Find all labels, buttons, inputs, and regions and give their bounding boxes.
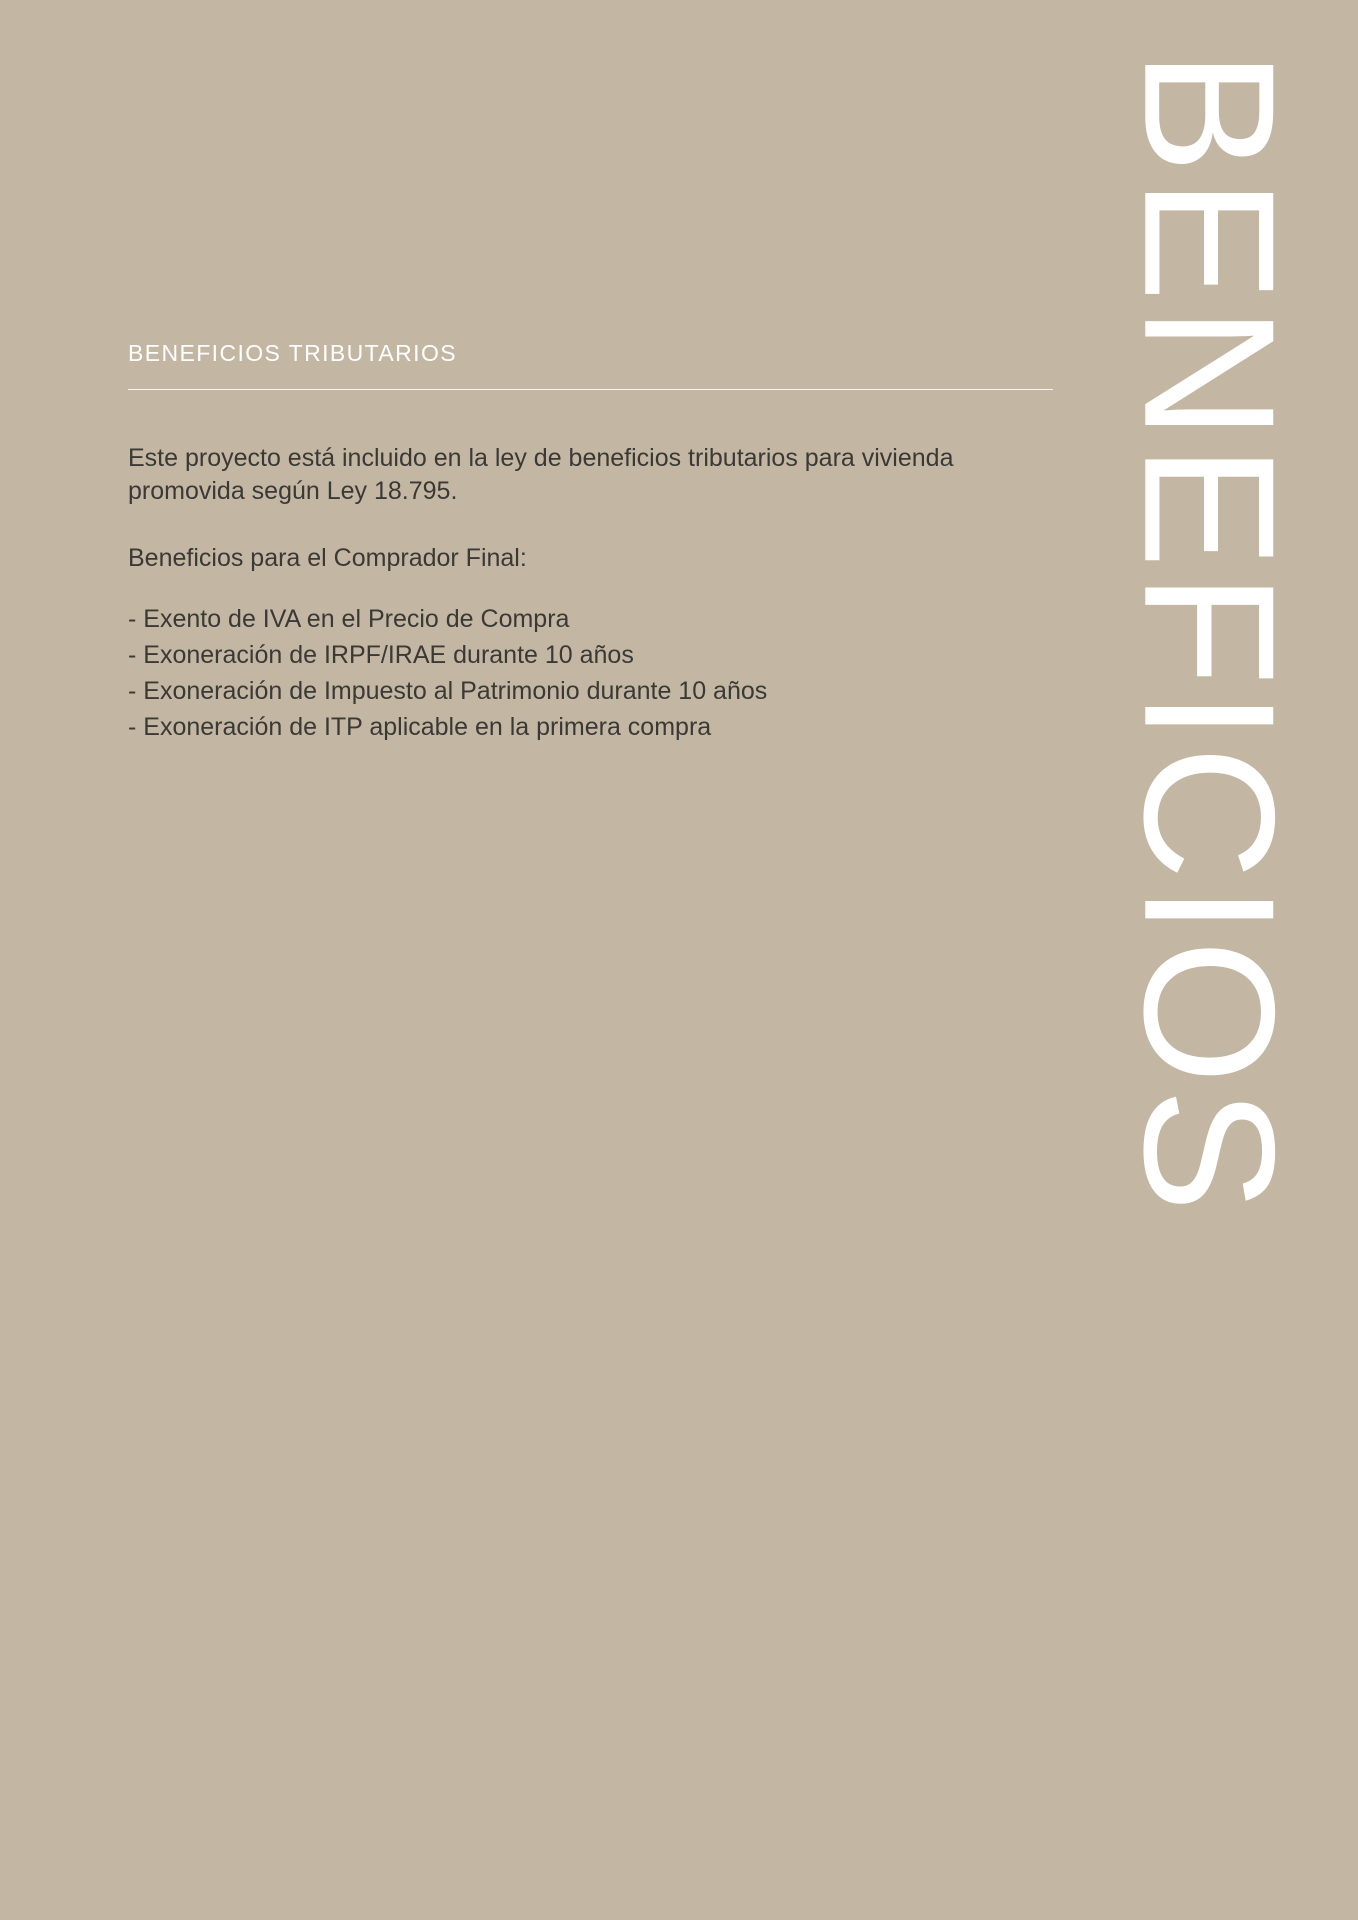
heading-divider (128, 389, 1053, 390)
list-item: - Exoneración de ITP aplicable en la primera compra (128, 713, 712, 741)
section-heading: BENEFICIOS TRIBUTARIOS (128, 340, 457, 366)
content-block (128, 340, 1048, 747)
list-item: - Exoneración de Impuesto al Patrimonio durante 10 años (128, 677, 768, 705)
side-title (1058, 0, 1358, 1217)
list-item: - Exento de IVA en el Precio de Compra (128, 605, 570, 633)
list-item: - Exoneración de IRPF/IRAE durante 10 años (128, 641, 634, 669)
subheading-paragraph: Beneficios para el Comprador Final: (128, 544, 527, 572)
benefits-list (128, 603, 1048, 743)
side-title-text: BENEFICIOS (1105, 49, 1313, 1217)
intro-paragraph: Este proyecto está incluido en la ley de beneficios tributarios para vivienda promovida según Ley 18.795. (128, 444, 954, 505)
